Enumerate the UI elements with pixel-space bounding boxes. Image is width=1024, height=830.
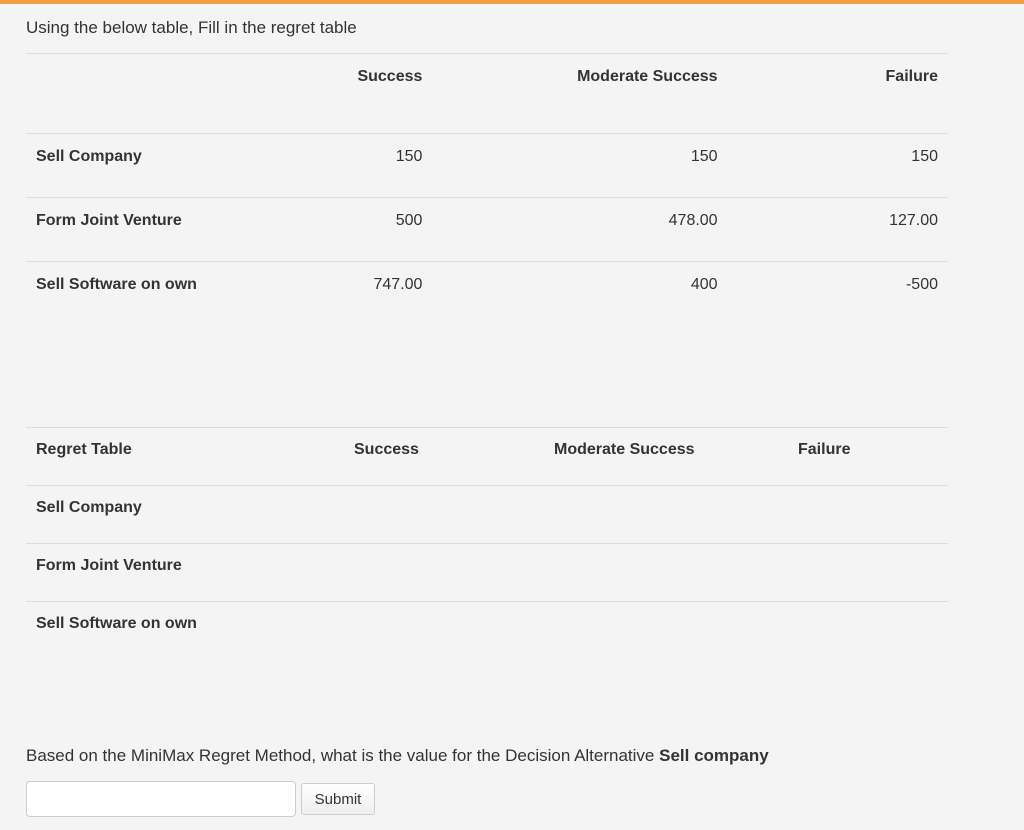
top-accent-bar [0, 0, 1024, 4]
payoff-cell: 150 [432, 134, 727, 198]
row-label: Sell Software on own [26, 602, 344, 660]
payoff-header-success: Success [216, 54, 432, 134]
submit-button[interactable]: Submit [301, 783, 375, 815]
payoff-header-blank [26, 54, 216, 134]
table-row [26, 486, 948, 544]
payoff-cell: 400 [432, 262, 727, 326]
regret-cell [344, 486, 544, 544]
regret-cell [788, 602, 948, 660]
payoff-cell: 127.00 [728, 198, 948, 262]
row-label: Sell Company [26, 486, 344, 544]
payoff-cell: 500 [216, 198, 432, 262]
table-row [26, 602, 948, 660]
regret-cell [544, 486, 788, 544]
regret-header-moderate-success: Moderate Success [544, 428, 788, 486]
regret-table [26, 427, 948, 660]
payoff-cell: -500 [728, 262, 948, 326]
question-emphasis: Sell company [659, 746, 769, 765]
answer-input[interactable] [26, 781, 296, 817]
regret-cell [344, 544, 544, 602]
question-prefix: Based on the MiniMax Regret Method, what is the value for the Decision Alternative [26, 746, 660, 765]
table-row [26, 262, 948, 326]
regret-cell [544, 602, 788, 660]
table-row [26, 134, 948, 198]
payoff-header-moderate-success: Moderate Success [432, 54, 727, 134]
regret-cell [544, 544, 788, 602]
question-text [26, 746, 769, 766]
regret-cell [344, 602, 544, 660]
row-label: Form Joint Venture [26, 544, 344, 602]
regret-header-row [26, 428, 948, 486]
payoff-cell: 150 [216, 134, 432, 198]
row-label: Sell Company [26, 134, 216, 198]
payoff-cell: 150 [728, 134, 948, 198]
regret-header-failure: Failure [788, 428, 948, 486]
table-row [26, 198, 948, 262]
payoff-header-row [26, 54, 948, 134]
row-label: Form Joint Venture [26, 198, 216, 262]
instruction-text: Using the below table, Fill in the regret table [26, 18, 357, 37]
regret-header-success: Success [344, 428, 544, 486]
payoff-cell: 747.00 [216, 262, 432, 326]
payoff-cell: 478.00 [432, 198, 727, 262]
payoff-table [26, 53, 948, 326]
payoff-header-failure: Failure [728, 54, 948, 134]
row-label: Sell Software on own [26, 262, 216, 326]
regret-header-title: Regret Table [26, 428, 344, 486]
table-row [26, 544, 948, 602]
regret-cell [788, 544, 948, 602]
regret-cell [788, 486, 948, 544]
